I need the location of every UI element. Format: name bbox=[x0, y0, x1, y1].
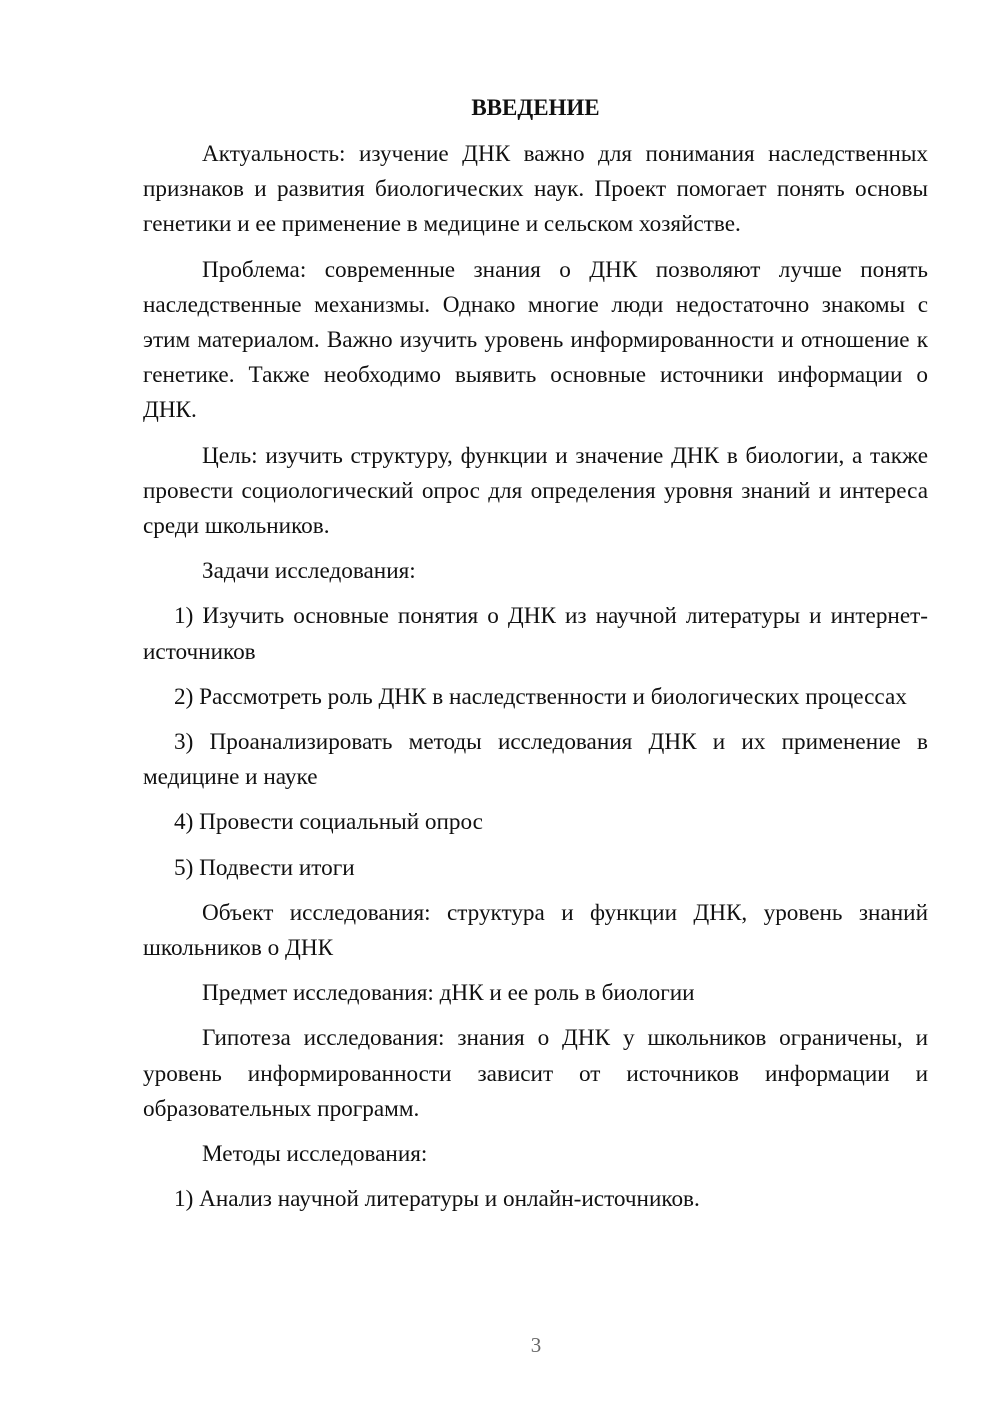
hypothesis-paragraph: Гипотеза исследования: знания о ДНК у школьников ограничены, и уровень информированности зависит от источников информации и образовательных программ. bbox=[143, 1025, 928, 1122]
task-item-5: 5) Подвести итоги bbox=[174, 854, 355, 881]
page-number: 3 bbox=[530, 1333, 542, 1357]
goal-paragraph: Цель: изучить структуру, функции и значение ДНК в биологии, а также провести социологический опрос для определения уровня знаний и интереса среди школьников. bbox=[143, 442, 928, 540]
page-title: ВВЕДЕНИЕ bbox=[471, 95, 600, 120]
methods-heading: Методы исследования: bbox=[202, 1141, 428, 1168]
task-item-3: 3) Проанализировать методы исследования ДНК и их применение в медицине и науке bbox=[143, 729, 928, 791]
problem-paragraph: Проблема: современные знания о ДНК позволяют лучше понять наследственные механизмы. Однако многие люди недостаточно знакомы с этим материалом. Важно изучить уровень информированности и отношение к генетике. Также необходимо выявить основные источники информации о ДНК. bbox=[143, 256, 928, 424]
relevance-paragraph: Актуальность: изучение ДНК важно для понимания наследственных признаков и развития биологических наук. Проект помогает понять основы генетики и ее применение в медицине и сельском хозяйстве. bbox=[143, 141, 928, 238]
object-paragraph: Объект исследования: структура и функции ДНК, уровень знаний школьников о ДНК bbox=[143, 899, 928, 962]
method-item-1: 1) Анализ научной литературы и онлайн-источников. bbox=[174, 1186, 700, 1213]
task-item-4: 4) Провести социальный опрос bbox=[174, 809, 483, 836]
subject-paragraph: Предмет исследования: дНК и ее роль в биологии bbox=[202, 980, 695, 1007]
document-body bbox=[143, 88, 928, 1217]
task-item-2: 2) Рассмотреть роль ДНК в наследственности и биологических процессах bbox=[174, 683, 907, 710]
task-item-1: 1) Изучить основные понятия о ДНК из научной литературы и интернет-источников bbox=[143, 603, 928, 665]
tasks-heading: Задачи исследования: bbox=[202, 558, 416, 585]
